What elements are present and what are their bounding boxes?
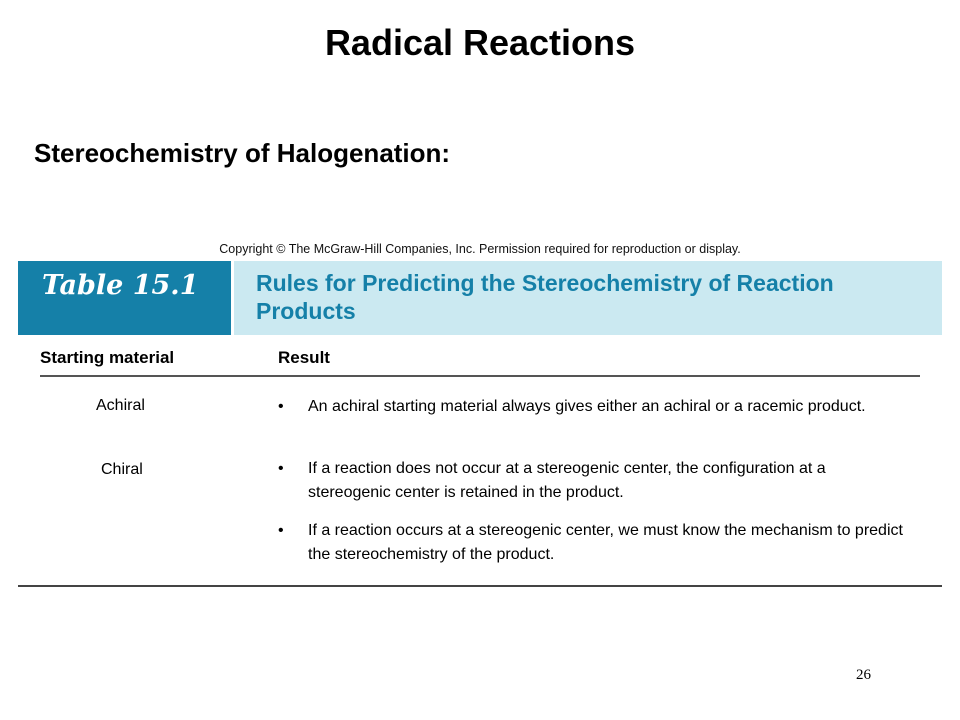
slide-title: Radical Reactions	[324, 22, 636, 63]
bullet-marker: •	[278, 522, 284, 539]
column-header-result: Result	[278, 348, 330, 367]
table-number: Table 15.1	[42, 270, 199, 301]
row-label-chiral: Chiral	[101, 461, 143, 478]
result-text: If a reaction occurs at a stereogenic center, we must know the mechanism to predict the stereochemistry of the product.	[308, 522, 903, 563]
row-label-achiral: Achiral	[96, 397, 145, 414]
table-bottom-rule	[18, 585, 942, 587]
column-header-starting-material: Starting material	[40, 348, 175, 367]
bullet-marker: •	[278, 460, 284, 477]
copyright-notice: Copyright © The McGraw-Hill Companies, Inc. Permission required for reproduction or display.	[219, 242, 741, 256]
table-header-divider	[231, 261, 234, 335]
table-number-box	[18, 261, 231, 335]
header-rule	[40, 375, 920, 377]
page-number: 26	[856, 667, 871, 683]
result-text: If a reaction does not occur at a stereogenic center, the configuration at a stereogenic center is retained in the product.	[308, 460, 826, 501]
result-text: An achiral starting material always gives either an achiral or a racemic product.	[308, 398, 866, 415]
slide-subtitle: Stereochemistry of Halogenation:	[34, 138, 451, 168]
stereochemistry-table	[18, 261, 942, 591]
table-title: Rules for Predicting the Stereochemistry of Reaction Products	[256, 270, 834, 324]
bullet-marker: •	[278, 398, 284, 415]
